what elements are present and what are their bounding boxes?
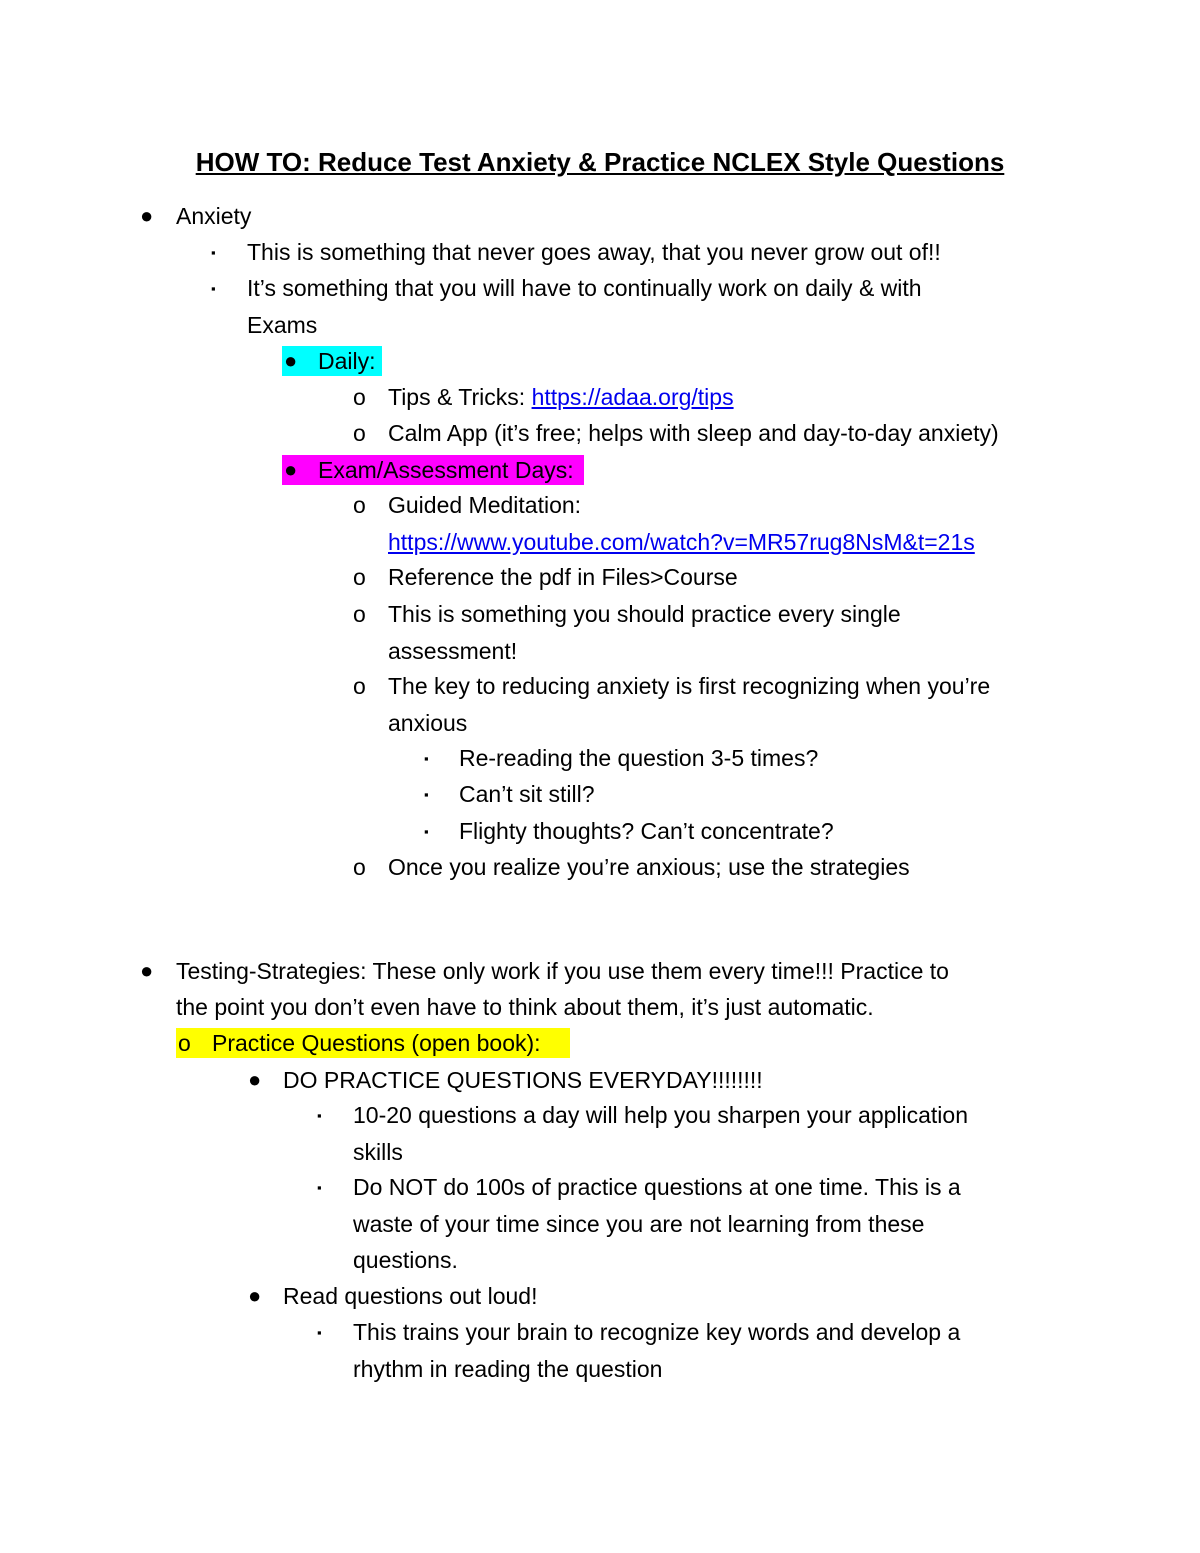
bullet-square: ▪ xyxy=(424,787,429,802)
daily-label: Daily: xyxy=(318,348,376,374)
practice-item: This is something you should practice every single xyxy=(388,601,901,627)
key-item-continued: anxious xyxy=(388,710,468,736)
bullet-dot: ● xyxy=(284,457,298,482)
anxiety-item: This is something that never goes away, that you never grow out of!! xyxy=(247,239,941,265)
guided-meditation-link[interactable]: https://www.youtube.com/watch?v=MR57rug8NsM&t=21s xyxy=(388,529,975,555)
guided-meditation-link-wrap xyxy=(388,527,975,557)
practice-sub-item-continued: skills xyxy=(353,1139,403,1165)
bullet-dot: ● xyxy=(248,1067,262,1092)
bullet-square: ▪ xyxy=(424,824,429,839)
anxiety-sign: Can’t sit still? xyxy=(459,781,595,807)
bullet-dot: ● xyxy=(140,958,154,983)
calm-app-item: Calm App (it’s free; helps with sleep and day-to-day anxiety) xyxy=(388,420,999,446)
do-practice-item: DO PRACTICE QUESTIONS EVERYDAY!!!!!!!! xyxy=(283,1067,763,1093)
bullet-circle: o xyxy=(353,854,366,880)
bullet-dot: ● xyxy=(284,348,298,373)
guided-meditation-item: Guided Meditation: xyxy=(388,492,582,518)
read-aloud-item: Read questions out loud! xyxy=(283,1283,538,1309)
read-aloud-sub-item: This trains your brain to recognize key words and develop a xyxy=(353,1319,961,1345)
practice-sub-item: Do NOT do 100s of practice questions at one time. This is a xyxy=(353,1174,961,1200)
key-item: The key to reducing anxiety is first recognizing when you’re xyxy=(388,673,991,699)
bullet-square: ▪ xyxy=(424,751,429,766)
anxiety-item-continued: Exams xyxy=(247,312,318,338)
practice-sub-item: 10-20 questions a day will help you sharpen your application xyxy=(353,1102,969,1128)
bullet-circle: o xyxy=(178,1030,191,1056)
testing-strategies-continued: the point you don’t even have to think about them, it’s just automatic. xyxy=(176,994,874,1020)
reference-item: Reference the pdf in Files>Course xyxy=(388,564,738,590)
bullet-circle: o xyxy=(353,492,366,518)
read-aloud-sub-item-continued: rhythm in reading the question xyxy=(353,1356,663,1382)
bullet-circle: o xyxy=(353,564,366,590)
anxiety-sign: Flighty thoughts? Can’t concentrate? xyxy=(459,818,834,844)
tips-label: Tips & Tricks: xyxy=(388,384,532,410)
practice-sub-item-continued: questions. xyxy=(353,1247,458,1273)
testing-strategies: Testing-Strategies: These only work if you use them every time!!! Practice to xyxy=(176,958,949,984)
bullet-circle: o xyxy=(353,601,366,627)
once-item: Once you realize you’re anxious; use the strategies xyxy=(388,854,910,880)
tips-link[interactable]: https://adaa.org/tips xyxy=(531,384,734,410)
anxiety-heading: Anxiety xyxy=(176,203,252,229)
exam-label: Exam/Assessment Days: xyxy=(318,457,574,483)
bullet-square: ▪ xyxy=(211,281,216,296)
anxiety-item: It’s something that you will have to continually work on daily & with xyxy=(247,275,922,301)
page-title: HOW TO: Reduce Test Anxiety & Practice NCLEX Style Questions xyxy=(195,147,1005,177)
bullet-dot: ● xyxy=(248,1283,262,1308)
practice-item-continued: assessment! xyxy=(388,638,518,664)
bullet-dot: ● xyxy=(140,203,154,228)
practice-questions-label: Practice Questions (open book): xyxy=(212,1030,541,1056)
bullet-circle: o xyxy=(353,420,366,446)
bullet-circle: o xyxy=(353,673,366,699)
bullet-square: ▪ xyxy=(317,1180,322,1195)
tips-item xyxy=(388,382,734,412)
bullet-square: ▪ xyxy=(317,1325,322,1340)
bullet-square: ▪ xyxy=(211,245,216,260)
practice-sub-item-continued: waste of your time since you are not learning from these xyxy=(353,1211,925,1237)
bullet-square: ▪ xyxy=(317,1108,322,1123)
bullet-circle: o xyxy=(353,384,366,410)
anxiety-sign: Re-reading the question 3-5 times? xyxy=(459,745,819,771)
